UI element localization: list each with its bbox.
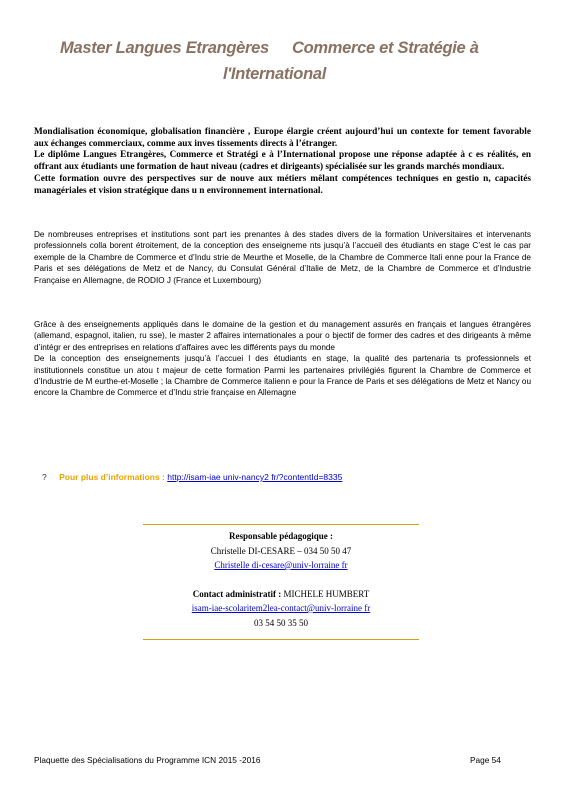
more-info-line bbox=[42, 472, 342, 482]
bottom-divider bbox=[143, 639, 419, 640]
intro-paragraph-1: Mondialisation économique, globalisation financière , Europe élargie créent aujourd’hui un contexte for tement favorable aux échanges commerciaux, comme aux inves tissements directs à l’étranger. bbox=[34, 127, 531, 149]
responsable-email-link[interactable]: Christelle di-cesare@univ-lorraine fr bbox=[214, 560, 348, 570]
intro-paragraph-2: Le diplôme Langues Etrangères, Commerce et Stratégi e à l’International propose une réponse adaptée à c es réalités, en offrant aux étudiants une formation de haut niveau (cadres et dirigeants) spécialisée sur les grands marchés mondiaux. bbox=[34, 150, 531, 173]
contact-block bbox=[143, 529, 419, 630]
more-info-link[interactable]: http://isam-iae univ-nancy2 fr/?contentId=8335 bbox=[167, 472, 343, 482]
partners-section bbox=[34, 229, 531, 286]
footer-title: Plaquette des Spécialisations du Programme ICN 2015 -2016 bbox=[34, 755, 261, 765]
intro-paragraph-3: Cette formation ouvre des perspectives sur de nouve aux métiers mêlant compétences techniques en gestio n, capacités managériales et vision stratégique dans u n environnement international. bbox=[34, 173, 531, 196]
intro-section bbox=[34, 127, 531, 197]
title-line-2: l'International bbox=[223, 65, 327, 83]
teaching-section bbox=[34, 319, 531, 399]
bullet-marker: ? bbox=[42, 472, 47, 482]
admin-email-link[interactable]: isam-iae-scolaritem2lea-contact@univ-lorraine fr bbox=[191, 603, 371, 613]
body-paragraph-1: De nombreuses entreprises et institutions sont part ies prenantes à des stades divers de la formation Universitaires et intervenants professionnels colla borent étroitement, de la conception des enseigneme nts jusqu’à l’accueil des étudiants en stage C’est le cas par exemple de la Chambre de Commerce et d’Indu strie de Meurthe et Moselle, de la Chambre de Commerce Itali enne pour la France de Paris et ses délégations de Metz et de Nancy, du Consulat Général d’Italie de Metz, de la Chambre de Commerce et d’Industrie Française en Allemagne, de RODIO J (France et Luxembourg) bbox=[34, 230, 531, 285]
admin-phone: 03 54 50 35 50 bbox=[254, 617, 308, 628]
admin-heading: Contact administratif : bbox=[192, 588, 282, 599]
top-divider bbox=[143, 524, 419, 525]
responsable-heading: Responsable pédagogique : bbox=[228, 531, 334, 541]
admin-contact-line bbox=[143, 587, 419, 602]
title-line-1-left: Master Langues Etrangères bbox=[60, 39, 269, 57]
more-info-label: Pour plus d’informations : bbox=[59, 472, 165, 482]
body-paragraph-2: Grâce à des enseignements appliqués dans le domaine de la gestion et du management assurés en français et langues étrangères (allemand, espagnol, italien, ru sse), le master 2 affaires internationales a pour o bjectif de former des cadres et des dirigeants à même d’intégr er des entreprises en relations d’affaires avec les différents pays du monde bbox=[34, 320, 531, 352]
admin-name: MICHELE HUMBERT bbox=[283, 588, 370, 599]
page-number: Page 54 bbox=[470, 755, 501, 765]
title-line-1-right: Commerce et Stratégie à bbox=[292, 39, 479, 57]
body-paragraph-3: De la conception des enseignements jusqu’à l’accuei l des étudiants en stage, la qualité des partenaria ts professionnels et institutionnels constitue un atou t majeur de cette formation Parmi les partenaires privilégiés figurent la Chambre de Commerce et d’Industrie de M eurthe-et-Moselle ; la Chambre de Commerce italienn e pour la France de Paris et ses délégations de Metz et Nancy ou encore la Chambre de Commerce et d’Indu strie française en Allemagne bbox=[34, 354, 531, 398]
responsable-name: Christelle DI-CESARE – 034 50 50 47 bbox=[210, 545, 352, 556]
